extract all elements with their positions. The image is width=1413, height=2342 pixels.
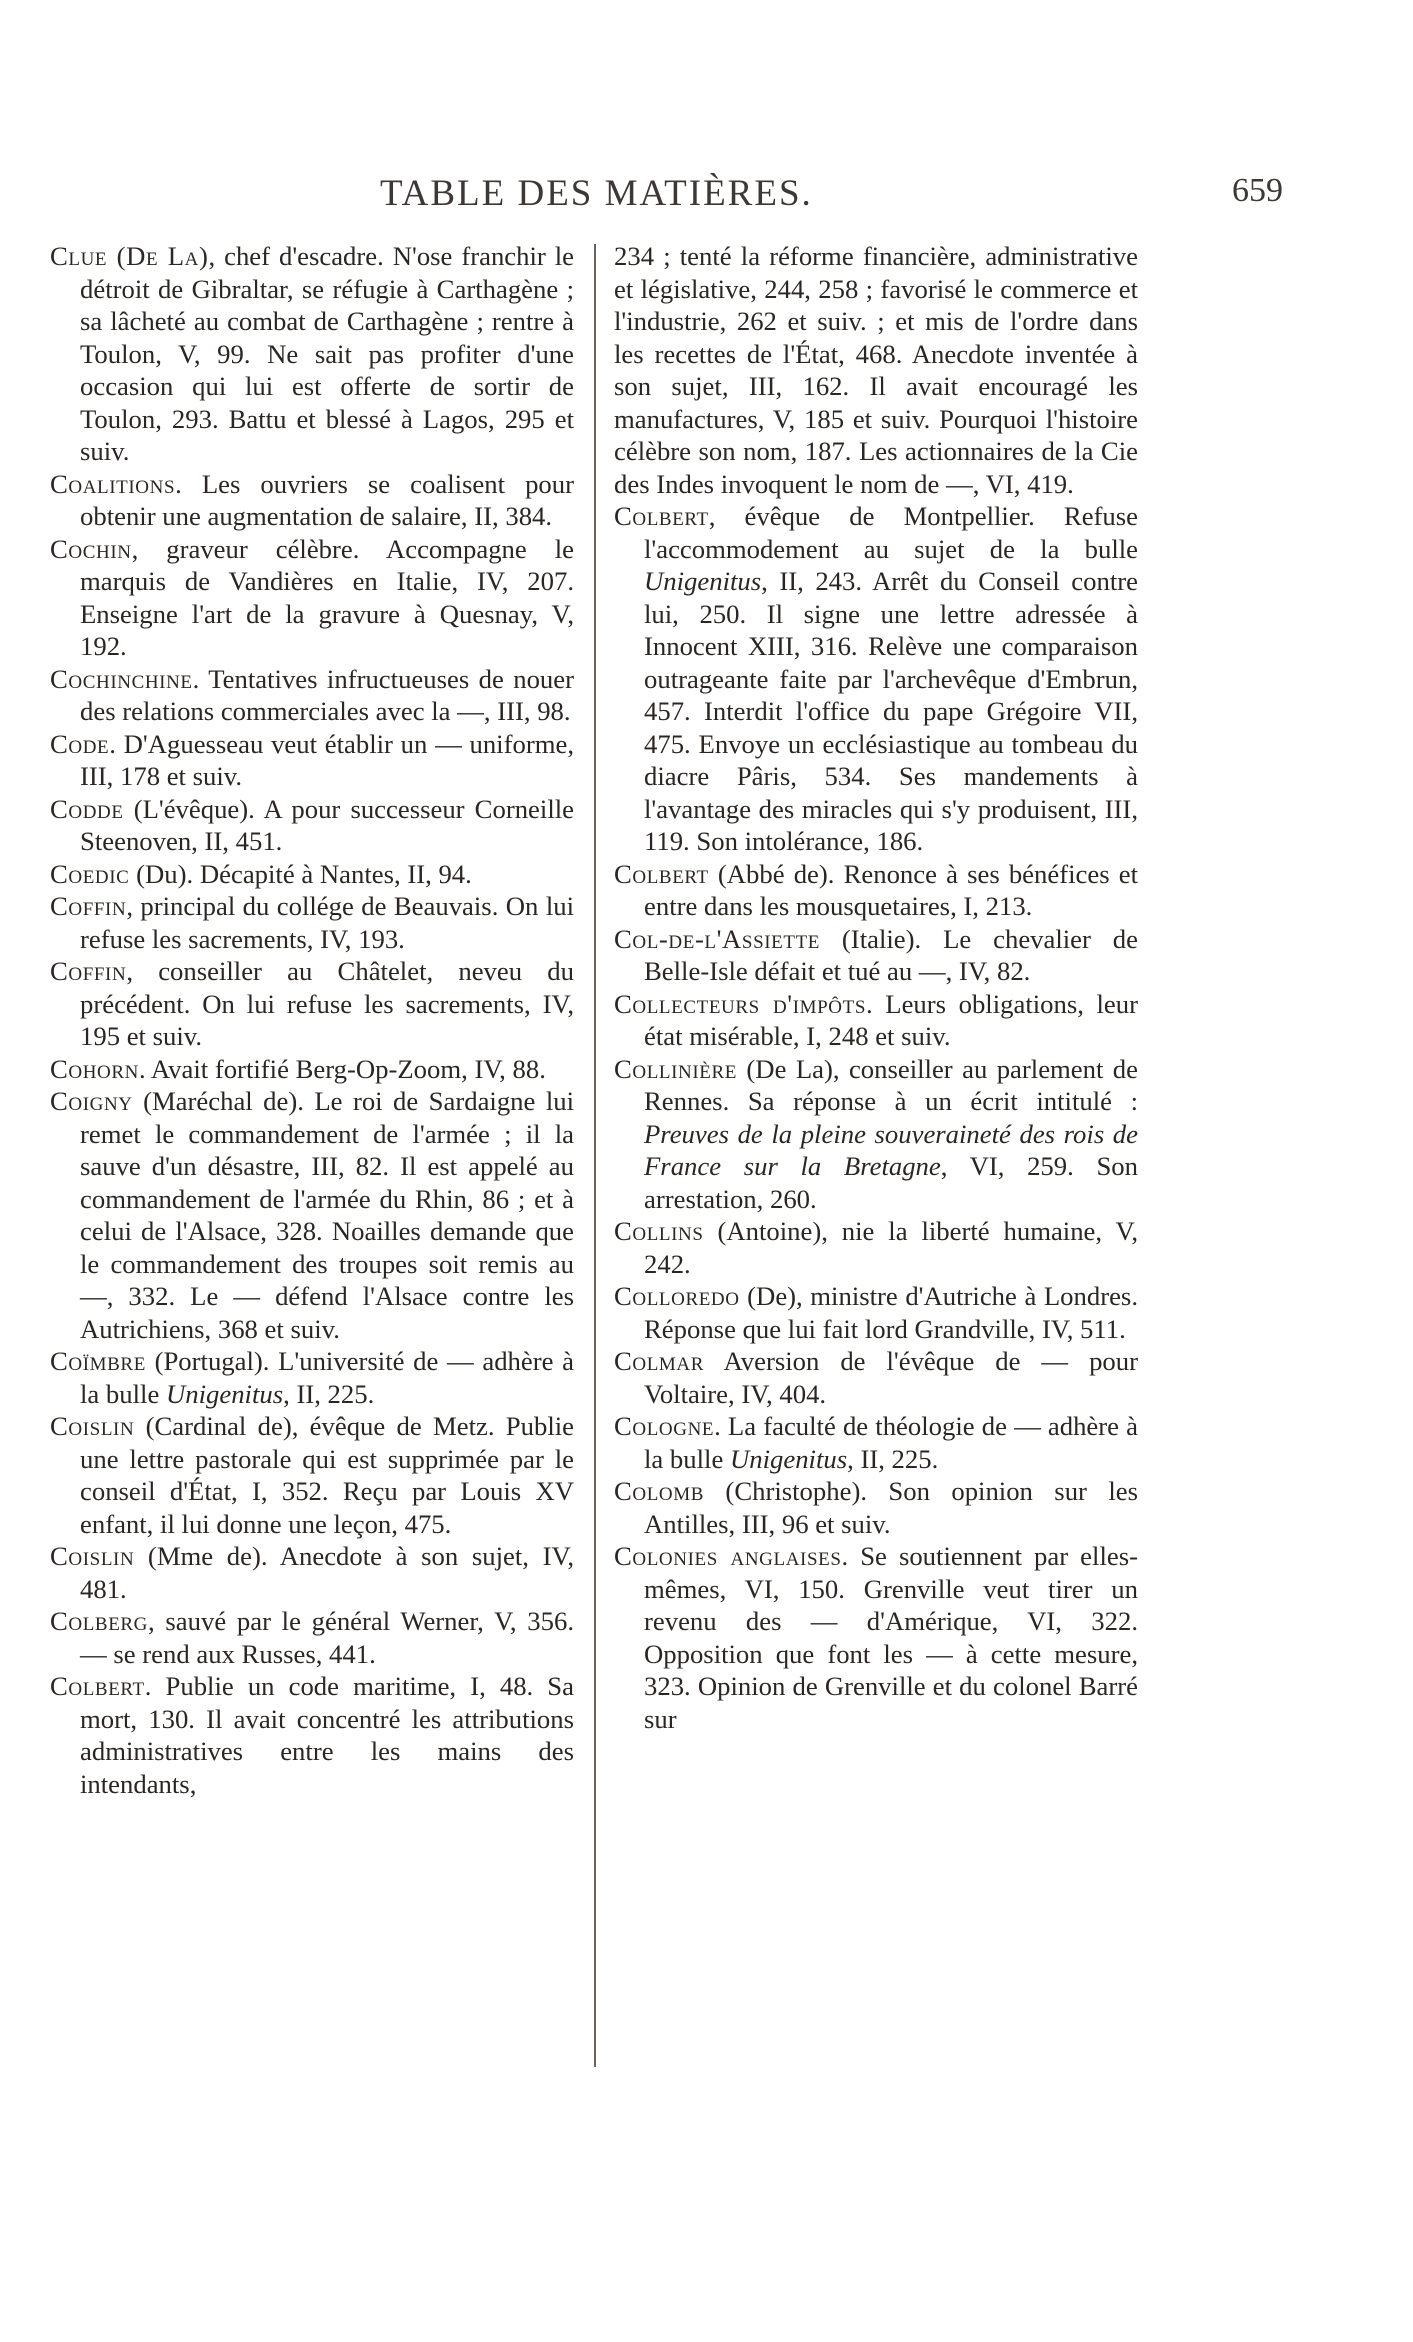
index-entry — [50, 858, 574, 891]
entry-heading: Code — [50, 728, 110, 759]
index-entry — [614, 1053, 1138, 1216]
entry-heading: Colloredo — [614, 1281, 740, 1311]
entry-heading: Coïmbre — [50, 1346, 146, 1376]
entry-text: Aversion de l'évêque de — pour Voltaire, IV, 404. — [644, 1346, 1138, 1409]
index-entry — [614, 923, 1138, 988]
entry-text: , sauvé par le général Werner, V, 356. — se rend aux Russes, 441. — [80, 1606, 574, 1669]
entry-text: (De La), conseiller au parlement de Rennes. Sa réponse à un écrit intitulé : — [644, 1053, 1138, 1116]
entry-heading: Clue (De La) — [50, 241, 209, 271]
index-entry — [50, 890, 574, 955]
entry-heading: Coalitions — [50, 468, 176, 499]
index-entry — [50, 1410, 574, 1540]
entry-text-tail: , II, 225. — [847, 1443, 939, 1474]
entry-text: . Tentatives infructueuses de nouer des relations commerciales avec la —, III, 98. — [80, 663, 574, 726]
index-entry — [50, 240, 574, 468]
entry-text: 234 ; tenté la réforme financière, administrative et législative, 244, 258 ; favorisé le commerce et l'industrie, 262 et suiv. ; et mis de l'ordre dans les recettes de l'État, 468. Anecdote inventée à son sujet, III, 162. Il avait encouragé les manufactures, V, 185 et suiv. Pourquoi l'histoire célèbre son nom, 187. Les actionnaires de la Cie des Indes invoquent le nom de —, VI, 419. — [614, 241, 1138, 499]
entry-heading: Col-de-l'Assiette — [614, 923, 821, 954]
entry-heading: Coedic — [50, 858, 130, 889]
index-entry — [614, 1215, 1138, 1280]
entry-text: . D'Aguesseau veut établir un — uniforme, III, 178 et suiv. — [80, 728, 574, 791]
entry-text: . Leurs obligations, leur état misérable, I, 248 et suiv. — [644, 988, 1138, 1051]
entry-heading: Colomb — [614, 1476, 705, 1506]
entry-text: (De), ministre d'Autriche à Londres. Réponse que lui fait lord Grandville, IV, 511. — [644, 1281, 1138, 1344]
index-entry — [614, 500, 1138, 858]
left-column — [50, 240, 574, 1800]
entry-heading: Colberg — [50, 1606, 149, 1636]
entry-heading: Coffin — [50, 891, 127, 921]
entry-heading: Cologne — [614, 1411, 715, 1441]
entry-heading: Colbert — [50, 1671, 145, 1701]
entry-text: (Abbé de). Renonce à ses bénéfices et entre dans les mousquetaires, I, 213. — [644, 858, 1138, 921]
entry-heading: Cochinchine — [50, 663, 193, 694]
entry-text-tail: , II, 225. — [283, 1378, 375, 1409]
index-entry — [50, 533, 574, 663]
entry-text: . La faculté de théologie de — adhère à la bulle — [644, 1411, 1138, 1474]
entry-text: (Christophe). Son opinion sur les Antilles, III, 96 et suiv. — [644, 1476, 1138, 1539]
index-entry — [614, 1280, 1138, 1345]
entry-text: (Du). Décapité à Nantes, II, 94. — [129, 858, 472, 889]
entry-heading: Collinière — [614, 1053, 737, 1084]
entry-text: . Publie un code maritime, I, 48. Sa mort, 130. Il avait concentré les attributions administratives entre les mains des intendants, — [80, 1671, 574, 1799]
entry-heading: Coislin — [50, 1541, 135, 1571]
entry-italic: Unigenitus — [729, 1443, 848, 1474]
entry-text: (Portugal). L'université de — adhère à la bulle — [80, 1346, 574, 1409]
entry-heading: Colbert — [614, 501, 709, 531]
index-entry — [614, 240, 1138, 500]
page-number: 659 — [1232, 172, 1283, 209]
entry-text: . Les ouvriers se coalisent pour obtenir une augmentation de salaire, II, 384. — [80, 468, 574, 531]
index-entry — [614, 1345, 1138, 1410]
entry-italic: Unigenitus — [644, 566, 762, 596]
entry-text: , évêque de Montpellier. Refuse l'accommodement au sujet de la bulle — [644, 501, 1138, 564]
entry-text: (Maréchal de). Le roi de Sardaigne lui remet le commandement de l'armée ; il la sauve d'un désastre, III, 82. Il est appelé au commandement de l'armée du Rhin, 86 ; et à celui de l'Alsace, 328. Noailles demande que le commandement des troupes soit remis au —, 332. Le — défend l'Alsace contre les Autrichiens, 368 et suiv. — [80, 1086, 574, 1344]
entry-heading: Collins — [614, 1216, 704, 1246]
entry-text: (L'évêque). A pour successeur Corneille Steenoven, II, 451. — [80, 793, 574, 856]
index-entry — [50, 1670, 574, 1800]
entry-text-tail: , VI, 259. Son arrestation, 260. — [644, 1151, 1138, 1214]
index-entry — [50, 663, 574, 728]
entry-text: (Mme de). Anecdote à son sujet, IV, 481. — [80, 1541, 574, 1604]
entry-heading: Cohorn — [50, 1053, 139, 1084]
right-column — [614, 240, 1138, 1735]
index-entry — [50, 468, 574, 533]
entry-text: , principal du collége de Beauvais. On lui refuse les sacrements, IV, 193. — [80, 891, 574, 954]
index-entry — [50, 793, 574, 858]
index-entry — [50, 728, 574, 793]
index-entry — [50, 1540, 574, 1605]
index-entry — [614, 1410, 1138, 1475]
index-entry — [614, 1475, 1138, 1540]
index-entry — [50, 1085, 574, 1345]
entry-heading: Coffin — [50, 956, 127, 986]
entry-text: , chef d'escadre. N'ose franchir le détroit de Gibraltar, se réfugie à Carthagène ; sa lâcheté au combat de Carthagène ; rentre à Toulon, V, 99. Ne sait pas profiter d'une occasion qui lui est offerte de sortir de Toulon, 293. Battu et blessé à Lagos, 295 et suiv. — [80, 241, 574, 466]
index-entry — [50, 1605, 574, 1670]
index-entry — [614, 858, 1138, 923]
entry-heading: Cochin — [50, 533, 132, 564]
index-entry — [50, 1345, 574, 1410]
entry-text: , conseiller au Châtelet, neveu du précédent. On lui refuse les sacrements, IV, 195 et suiv. — [80, 956, 574, 1051]
index-entry — [50, 1053, 574, 1086]
entry-italic: Unigenitus — [165, 1378, 284, 1409]
entry-heading: Colbert — [614, 858, 709, 889]
entry-heading: Colonies anglaises — [614, 1541, 842, 1571]
entry-text-tail: , II, 243. Arrêt du Conseil contre lui, 250. Il signe une lettre adressée à Innocent XIII, 316. Relève une comparaison outrageante faite par l'archevêque d'Embrun, 457. Interdit l'office du pape Grégoire VII, 475. Envoye un ecclésiastique au tombeau du diacre Pâris, 534. Ses mandements à l'avantage des miracles qui s'y produisent, III, 119. Son intolérance, 186. — [644, 566, 1138, 856]
entry-heading: Codde — [50, 793, 124, 824]
entry-heading: Collecteurs d'impôts — [614, 988, 866, 1019]
entry-heading: Coigny — [50, 1086, 133, 1116]
entry-heading: Colmar — [614, 1346, 705, 1376]
running-title: TABLE DES MATIÈRES. — [380, 173, 813, 214]
entry-text: (Antoine), nie la liberté humaine, V, 242. — [644, 1216, 1138, 1279]
index-entry — [614, 1540, 1138, 1735]
entry-heading: Coislin — [50, 1411, 135, 1441]
entry-text: , graveur célèbre. Accompagne le marquis de Vandières en Italie, IV, 207. Enseigne l'art de la gravure à Quesnay, V, 192. — [80, 533, 574, 661]
entry-italic: Preuves de la pleine souveraineté des rois de France sur la Bretagne — [644, 1118, 1138, 1181]
entry-text: . Se soutiennent par elles-mêmes, VI, 150. Grenville veut tirer un revenu des — d'Amérique, VI, 322. Opposition que font les — à cette mesure, 323. Opinion de Grenville et du colonel Barré sur — [644, 1541, 1138, 1734]
entry-text: (Italie). Le chevalier de Belle-Isle défait et tué au —, IV, 82. — [644, 923, 1138, 986]
entry-text: (Cardinal de), évêque de Metz. Publie une lettre pastorale qui est supprimée par le conseil d'État, I, 352. Reçu par Louis XV enfant, il lui donne une leçon, 475. — [80, 1411, 574, 1539]
entry-text: . Avait fortifié Berg-Op-Zoom, IV, 88. — [138, 1053, 546, 1084]
index-entry — [614, 988, 1138, 1053]
index-entry — [50, 955, 574, 1053]
column-divider — [594, 244, 596, 2067]
